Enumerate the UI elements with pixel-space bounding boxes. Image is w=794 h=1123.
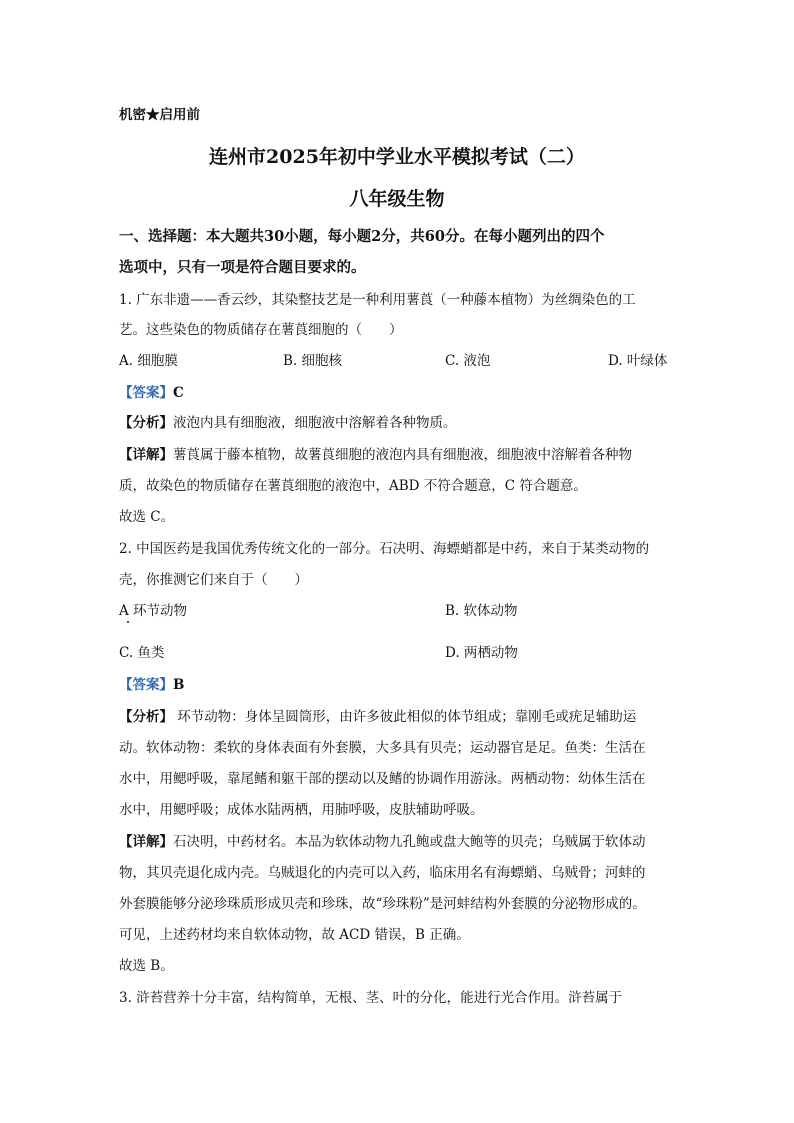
q2-stem-line1: 2. 中国医药是我国优秀传统文化的一部分。石决明、海螵蛸都是中药，来自于某类动物的 [119, 541, 650, 557]
q1-answer-value: C [173, 385, 184, 401]
q2-option-b: B. 软体动物 [445, 603, 518, 619]
q1-option-a: A. 细胞膜 [119, 353, 178, 369]
q2-analysis-line4: 水中，用鳃呼吸；成体水陆两栖，用肺呼吸，皮肤辅助呼吸。 [119, 802, 484, 818]
q1-answer-line [119, 378, 679, 408]
analysis-tag: 【分析】 [119, 415, 173, 431]
confidential-label: 机密★启用前 [119, 107, 200, 123]
section-heading-line1: 一、选择题：本大题共30小题，每小题2分，共60分。在每小题列出的四个 [119, 228, 605, 245]
q1-detail-line2: 质，故染色的物质储存在薯莨细胞的液泡中，ABD 不符合题意，C 符合题意。 [119, 478, 587, 494]
q2-answer-value: B [173, 677, 185, 693]
q2-conclusion: 故选 B。 [119, 958, 174, 974]
q2-analysis-text1: 环节动物：身体呈圆筒形，由许多彼此相似的体节组成；靠刚毛或疣足辅助运 [173, 709, 637, 725]
q2-detail-line1 [119, 827, 679, 857]
q1-option-b: B. 细胞核 [283, 353, 343, 369]
section-heading-line2: 选项中，只有一项是符合题目要求的。 [119, 259, 366, 276]
q2-analysis-line3: 水中，用鳃呼吸，靠尾鳍和躯干部的摆动以及鳍的协调作用游泳。两栖动物：幼体生活在 [119, 771, 646, 787]
q2-option-d: D. 两栖动物 [445, 645, 518, 661]
q1-option-d: D. 叶绿体 [608, 353, 668, 369]
answer-tag: 【答案】 [119, 677, 173, 693]
stray-dot-mark [127, 621, 129, 623]
exam-title: 连州市2025年初中学业水平模拟考试（二） [209, 146, 585, 168]
q2-analysis-line2: 动。软体动物：柔软的身体表面有外套膜，大多具有贝壳；运动器官是足。鱼类：生活在 [119, 740, 646, 756]
detail-tag: 【详解】 [119, 447, 173, 463]
q2-detail-line2: 物，其贝壳退化成内壳。乌贼退化的内壳可以入药，临床用名有海螵蛸、乌贼骨；河蚌的 [119, 865, 646, 881]
q2-option-a: A 环节动物 [119, 603, 188, 619]
detail-tag: 【详解】 [119, 834, 173, 850]
q2-detail-line4: 可见，上述药材均来自软体动物，故 ACD 错误，B 正确。 [119, 927, 470, 943]
q2-option-c: C. 鱼类 [119, 645, 165, 661]
answer-tag: 【答案】 [119, 385, 173, 401]
q1-conclusion: 故选 C。 [119, 509, 175, 525]
q2-detail-text1: 石决明，中药材名。本品为软体动物九孔鲍或盘大鲍等的贝壳；乌贼属于软体动 [173, 834, 646, 850]
exam-subtitle: 八年级生物 [349, 188, 445, 210]
q1-analysis-text: 液泡内具有细胞液，细胞液中溶解着各种物质。 [173, 415, 457, 431]
q1-stem-line1: 1. 广东非遗——香云纱，其染整技艺是一种利用薯莨（一种藤本植物）为丝绸染色的工 [119, 292, 636, 308]
q1-detail-text1: 薯莨属于藤本植物，故薯莨细胞的液泡内具有细胞液，细胞液中溶解着各种物 [173, 447, 632, 463]
analysis-tag: 【分析】 [119, 709, 173, 725]
q2-analysis-line1 [119, 702, 679, 732]
q1-stem-line2: 艺。这些染色的物质储存在薯莨细胞的（ ） [119, 322, 403, 338]
q2-detail-line3: 外套膜能够分泌珍珠质形成贝壳和珍珠，故“珍珠粉”是河蚌结构外套膜的分泌物形成的。 [119, 896, 646, 912]
q1-analysis-line [119, 408, 679, 438]
q1-option-c: C. 液泡 [445, 353, 491, 369]
q1-detail-line1 [119, 440, 679, 470]
q2-answer-line [119, 670, 679, 700]
q3-stem-line1: 3. 浒苔营养十分丰富，结构简单，无根、茎、叶的分化，能进行光合作用。浒苔属于 [119, 990, 623, 1006]
q2-stem-line2: 壳，你推测它们来自于（ ） [119, 572, 308, 588]
